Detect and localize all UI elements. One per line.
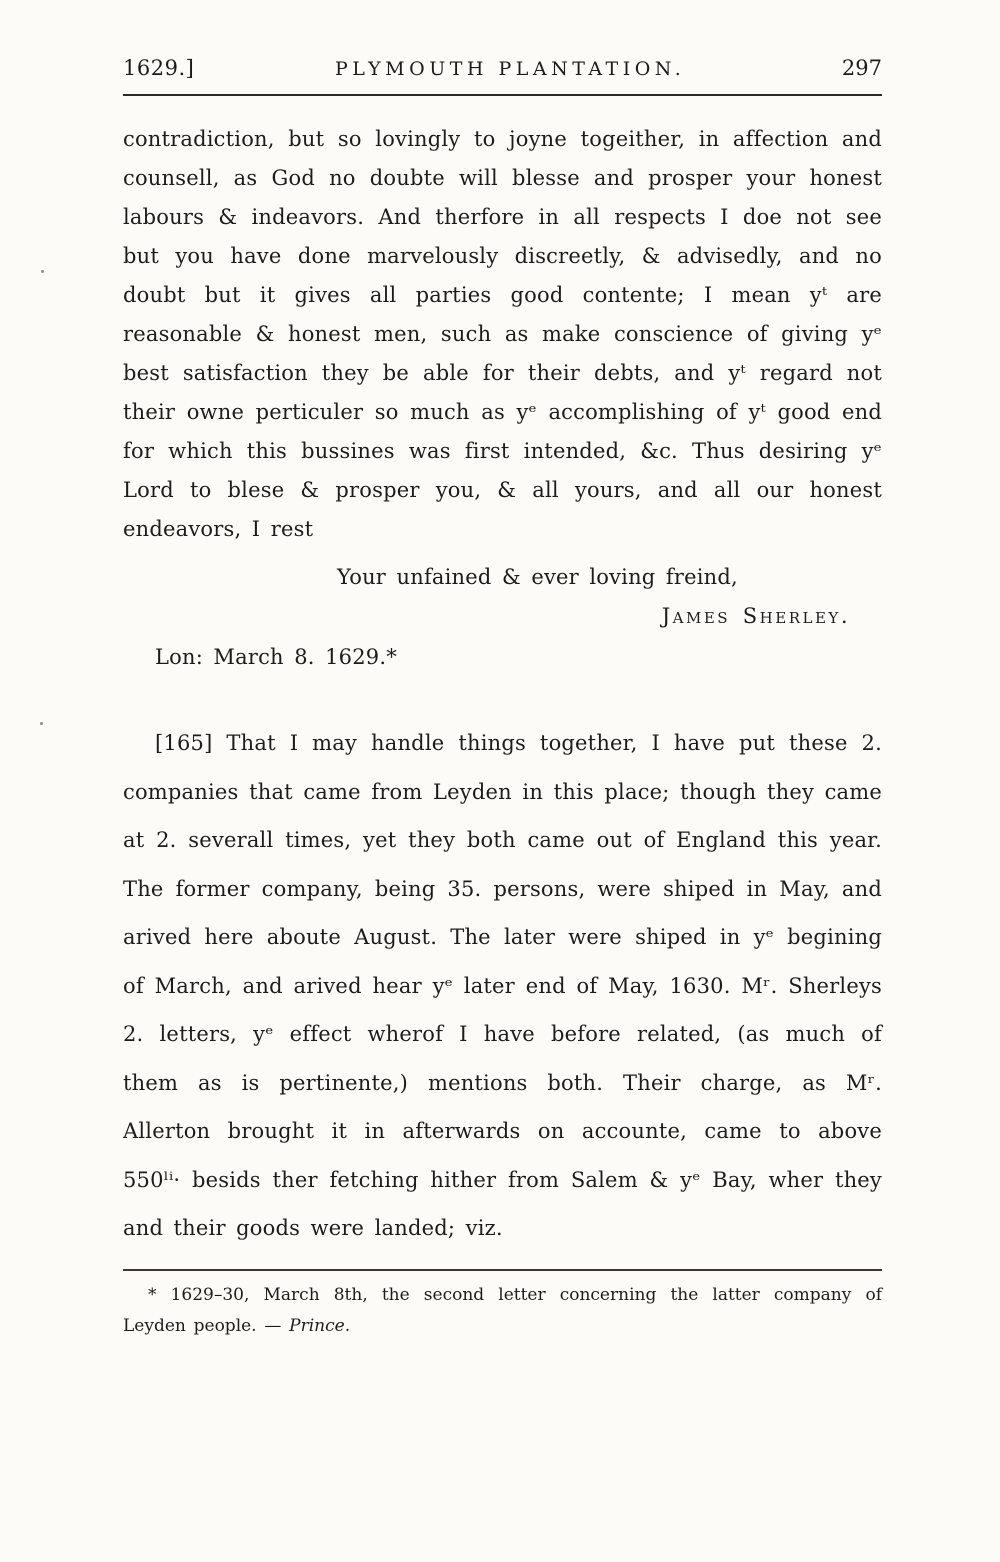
footnote (123, 1280, 882, 1342)
footnote-rule (123, 1269, 882, 1271)
page-body (123, 120, 882, 1253)
scan-speck (40, 722, 43, 725)
page-number: 297 (841, 56, 882, 80)
letter-signature: James Sherley. (661, 604, 850, 628)
main-paragraph: [165] That I may handle things together, I have put these 2. companies that came from Leyden in this place; though they came at 2. severall times, yet they both came out of England this year. The former company, being 35. persons, were shiped in May, and arived here aboute August. The later were shiped in yᵉ begining of March, and arived hear yᵉ later end of May, 1630. Mʳ. Sherleys 2. letters, yᵉ effect wherof I have before related, (as much of them as is pertinente,) mentions both. Their charge, as Mʳ. Allerton brought it in afterwards on accounte, came to above 550ˡⁱ· besids ther fetching hither from Salem & yᵉ Bay, wher they and their goods were landed; viz. (123, 731, 882, 1240)
letter-dateline: Lon: March 8. 1629.* (155, 645, 397, 669)
page-header (123, 56, 882, 80)
running-title: PLYMOUTH PLANTATION. (334, 58, 686, 80)
scan-speck (41, 270, 44, 273)
header-rule (123, 94, 882, 96)
letter-body-paragraph: contradiction, but so lovingly to joyne togeither, in affection and counsell, as God no doubte will blesse and prosper your honest labours & indeavors. And therfore in all respects I doe not see but you have done marvelously discreetly, & advisedly, and no doubt but it gives all parties good contente; I mean yᵗ are reasonable & honest men, such as make conscience of giving yᵉ best satisfaction they be able for their debts, and yᵗ regard not their owne perticuler so much as yᵉ accomplishing of yᵗ good end for which this bussines was first intended, &c. Thus desiring yᵉ Lord to blese & prosper you, & all yours, and all our honest endeavors, I rest (123, 127, 882, 541)
header-year: 1629.] (123, 56, 195, 80)
footnote-text: * 1629–30, March 8th, the second letter concerning the latter company of Leyden people. — (123, 1284, 882, 1336)
letter-valediction: Your unfained & ever loving freind, (337, 565, 738, 589)
page-footer (123, 1269, 882, 1342)
footnote-source: Prince. (289, 1315, 351, 1336)
